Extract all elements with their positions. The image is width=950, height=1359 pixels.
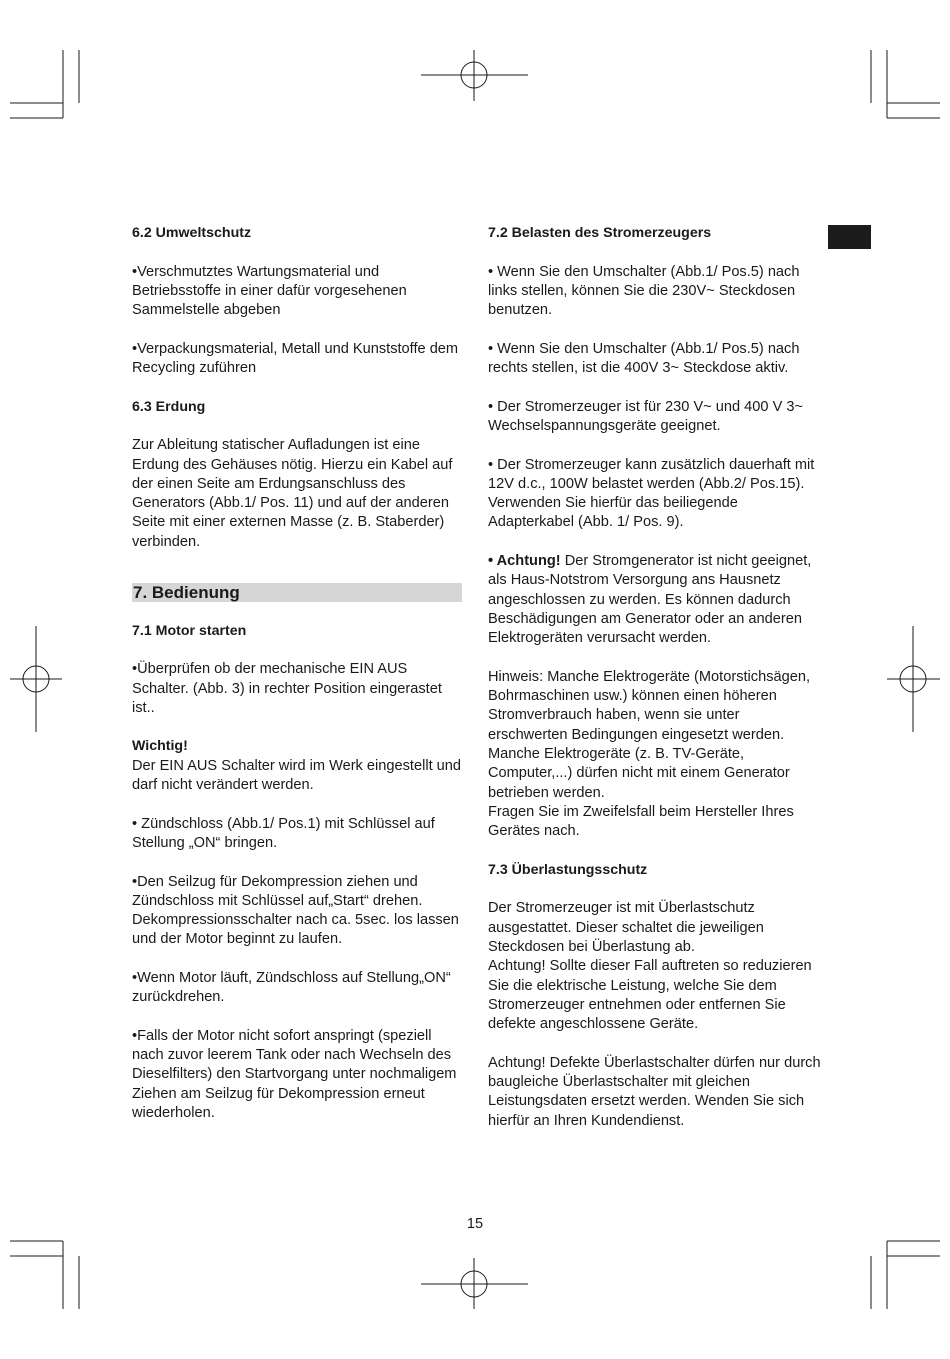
chapter-7-title: 7. Bedienung (132, 583, 462, 602)
list-item: • Der Stromerzeuger ist für 230 V~ und 400 V 3~ Wechselspannungsgeräte geeignet. (488, 398, 803, 434)
paragraph: Achtung! Defekte Überlastschalter dürfen nur durch baugleiche Überlastschalter mit gleichen Leistungsdaten ersetzt werden. Wenden Sie sich hierfür an Ihren Kundendienst. (488, 1054, 821, 1129)
list-item: • Wenn Sie den Umschalter (Abb.1/ Pos.5) nach links stellen, können Sie die 230V~ Steckdosen benutzen. (488, 263, 800, 319)
list-item: •Falls der Motor nicht sofort anspringt (speziell nach zuvor leerem Tank oder nach Wechseln des Dieselfilters) den Startvorgang unter nochmaligem Ziehen am Seilzug für Dekompression erneut wiederholen. (132, 1027, 457, 1122)
paragraph: Achtung! Sollte dieser Fall auftreten so reduzieren Sie die elektrische Leistung, welche Sie dem Stromerzeuger entnehmen oder entfernen Sie defekte angeschlossene Geräte. (488, 958, 812, 1033)
paragraph: Fragen Sie im Zweifelsfall beim Hersteller Ihres Gerätes nach. (488, 803, 794, 840)
paragraph: Zur Ableitung statischer Aufladungen ist eine Erdung des Gehäuses nötig. Hierzu ein Kabel auf der einen Seite am Erdungsanschluss des Generators (Abb.1/ Pos. 11) und auf der anderen Seite mit einer externen Masse (z. B. Staberder) verbinden. (132, 437, 453, 550)
right-column (488, 224, 822, 1131)
section-7-2-title: 7.2 Belasten des Stromerzeugers (488, 225, 712, 241)
paragraph: Der EIN AUS Schalter wird im Werk eingestellt und darf nicht verändert werden. (132, 757, 462, 794)
achtung-label: • Achtung! (488, 553, 561, 570)
achtung-item (488, 552, 822, 648)
section-7-1-title: 7.1 Motor starten (132, 622, 247, 639)
list-item: •Den Seilzug für Dekompression ziehen und Zündschloss mit Schlüssel auf„Start“ drehen. Dekompressionsschalter nach ca. 5sec. los lassen und der Motor beginnt zu laufen. (132, 873, 459, 948)
section-6-3-title: 6.3 Erdung (132, 398, 206, 415)
list-item: • Der Stromerzeuger kann zusätzlich dauerhaft mit 12V d.c., 100W belastet werden (Abb.2/ Pos.15). Verwenden Sie hierfür das beiliegende Adapterkabel (Abb. 1/ Pos. 9). (488, 456, 815, 531)
list-item: • Wenn Sie den Umschalter (Abb.1/ Pos.5) nach rechts stellen, ist die 400V 3~ Steckdose aktiv. (488, 340, 800, 377)
left-column (132, 224, 462, 1123)
hinweis-paragraph: Hinweis: Manche Elektrogeräte (Motorstichsägen, Bohrmaschinen usw.) können einen höheren Stromverbrauch haben, wenn sie unter erschwerten Bedingungen eingesetzt werden. Manche Elektrogeräte (z. B. TV-Geräte, Computer,...) dürfen nicht mit einem Generator betrieben werden. (488, 668, 811, 801)
list-item: •Verpackungsmaterial, Metall und Kunststoffe dem Recycling zuführen (132, 340, 459, 377)
list-item: •Wenn Motor läuft, Zündschloss auf Stellung„ON“ zurückdrehen. (132, 969, 451, 1006)
list-item: •Verschmutztes Wartungsmaterial und Betriebsstoffe in einer dafür vorgesehenen Sammelstelle abgeben (132, 263, 407, 319)
section-7-3-title: 7.3 Überlastungsschutz (488, 861, 648, 878)
list-item: •Überprüfen ob der mechanische EIN AUS Schalter. (Abb. 3) in rechter Position eingerastet ist.. (132, 661, 442, 716)
page-number: 15 (466, 1216, 484, 1232)
section-6-2-title: 6.2 Umweltschutz (132, 225, 252, 241)
achtung-text: Der Stromgenerator ist nicht geeignet, als Haus-Notstrom Versorgung ans Hausnetz angeschlossen zu werden. Es können dadurch Beschädigungen am Generator oder an anderen Elektrogeräten verursacht werden. (488, 553, 812, 647)
list-item: • Zündschloss (Abb.1/ Pos.1) mit Schlüssel auf Stellung „ON“ bringen. (132, 815, 435, 851)
wichtig-title: Wichtig! (132, 738, 188, 755)
chapter-tab-marker (828, 225, 871, 249)
paragraph: Der Stromerzeuger ist mit Überlastschutz ausgestattet. Dieser schaltet die jeweiligen Steckdosen bei Überlastung ab. (488, 900, 764, 955)
